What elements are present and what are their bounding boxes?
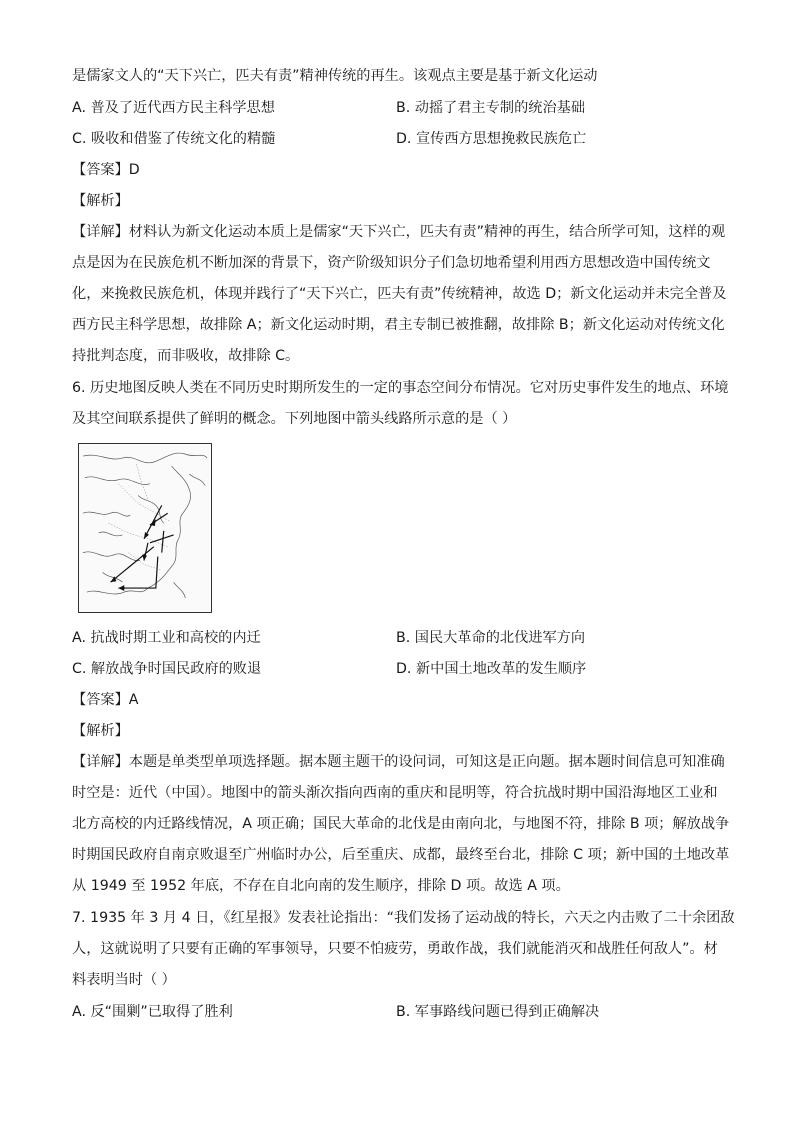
q5-detail-line: 化，来挽救民族危机，体现并践行了“天下兴亡，匹夫有责”传统精神，故选 D；新文化运动并未完全普及: [72, 286, 727, 302]
q5-analysis-label: 【解析】: [72, 193, 129, 209]
q6-option-c[interactable]: C. 解放战争时国民政府的败退: [72, 661, 262, 677]
q5-detail-line: 持批判态度，而非吸收，故排除 C。: [72, 348, 300, 364]
q6-option-d[interactable]: D. 新中国土地改革的发生顺序: [396, 661, 587, 677]
q7-stem-line: 料表明当时（ ）: [72, 972, 176, 988]
q6-detail-line: 北方高校的内迁路线情况，A 项正确；国民大革命的北伐是由南向北，与地图不符，排除 B 项；解放战争: [72, 816, 730, 832]
q5-answer: 【答案】D: [72, 162, 140, 178]
china-map-with-arrows: [79, 444, 211, 612]
q6-detail-line: 从 1949 至 1952 年底，不存在自北向南的发生顺序，排除 D 项。故选 A 项。: [72, 878, 570, 894]
q5-option-b[interactable]: B. 动摇了君主专制的统治基础: [396, 100, 586, 116]
q6-option-b[interactable]: B. 国民大革命的北伐进军方向: [396, 630, 586, 646]
q6-detail-line: 时期国民政府自南京败退至广州临时办公，后至重庆、成都，最终至台北，排除 C 项；新中国的土地改革: [72, 847, 730, 863]
q6-stem-line: 及其空间联系提供了鲜明的概念。下列地图中箭头线路所示意的是（ ）: [72, 411, 517, 427]
q7-stem-line: 7. 1935 年 3 月 4 日，《红星报》发表社论指出：“我们发扬了运动战的特长，六天之内击败了二十余团敌: [72, 910, 735, 926]
q6-detail-line: 时空是：近代（中国）。地图中的箭头渐次指向西南的重庆和昆明等，符合抗战时期中国沿海地区工业和: [72, 785, 718, 801]
q5-option-c[interactable]: C. 吸收和借鉴了传统文化的精髓: [72, 131, 276, 147]
q7-option-a[interactable]: A. 反“围剿”已取得了胜利: [72, 1004, 233, 1020]
q6-answer: 【答案】A: [72, 692, 139, 708]
q7-option-b[interactable]: B. 军事路线问题已得到正确解决: [396, 1004, 600, 1020]
q6-analysis-label: 【解析】: [72, 723, 129, 739]
q5-option-d[interactable]: D. 宣传西方思想挽救民族危亡: [396, 131, 587, 147]
q7-stem-line: 人，这就说明了只要有正确的军事领导，只要不怕疲劳，勇敢作战，我们就能消灭和战胜任何敌人”。材: [72, 941, 718, 957]
q5-stem-tail: 是儒家文人的“天下兴亡，匹夫有责”精神传统的再生。该观点主要是基于新文化运动: [72, 68, 598, 84]
q6-option-a[interactable]: A. 抗战时期工业和高校的内迁: [72, 630, 261, 646]
q5-option-a[interactable]: A. 普及了近代西方民主科学思想: [72, 100, 275, 116]
q5-detail-line: 【详解】材料认为新文化运动本质上是儒家“天下兴亡，匹夫有责”精神的再生，结合所学可知，这样的观: [72, 224, 726, 240]
q5-detail-line: 点是因为在民族危机不断加深的背景下，资产阶级知识分子们急切地希望利用西方思想改造中国传统文: [72, 255, 711, 271]
q5-detail-line: 西方民主科学思想，故排除 A；新文化运动时期，君主专制已被推翻，故排除 B；新文化运动对传统文化: [72, 317, 725, 333]
q6-detail-line: 【详解】本题是单类型单项选择题。据本题主题干的设问词，可知这是正向题。据本题时间信息可知准确: [72, 754, 725, 770]
q6-stem-line: 6. 历史地图反映人类在不同历史时期所发生的一定的事态空间分布情况。它对历史事件发生的地点、环境: [72, 380, 729, 396]
historical-map-figure: [78, 443, 212, 613]
